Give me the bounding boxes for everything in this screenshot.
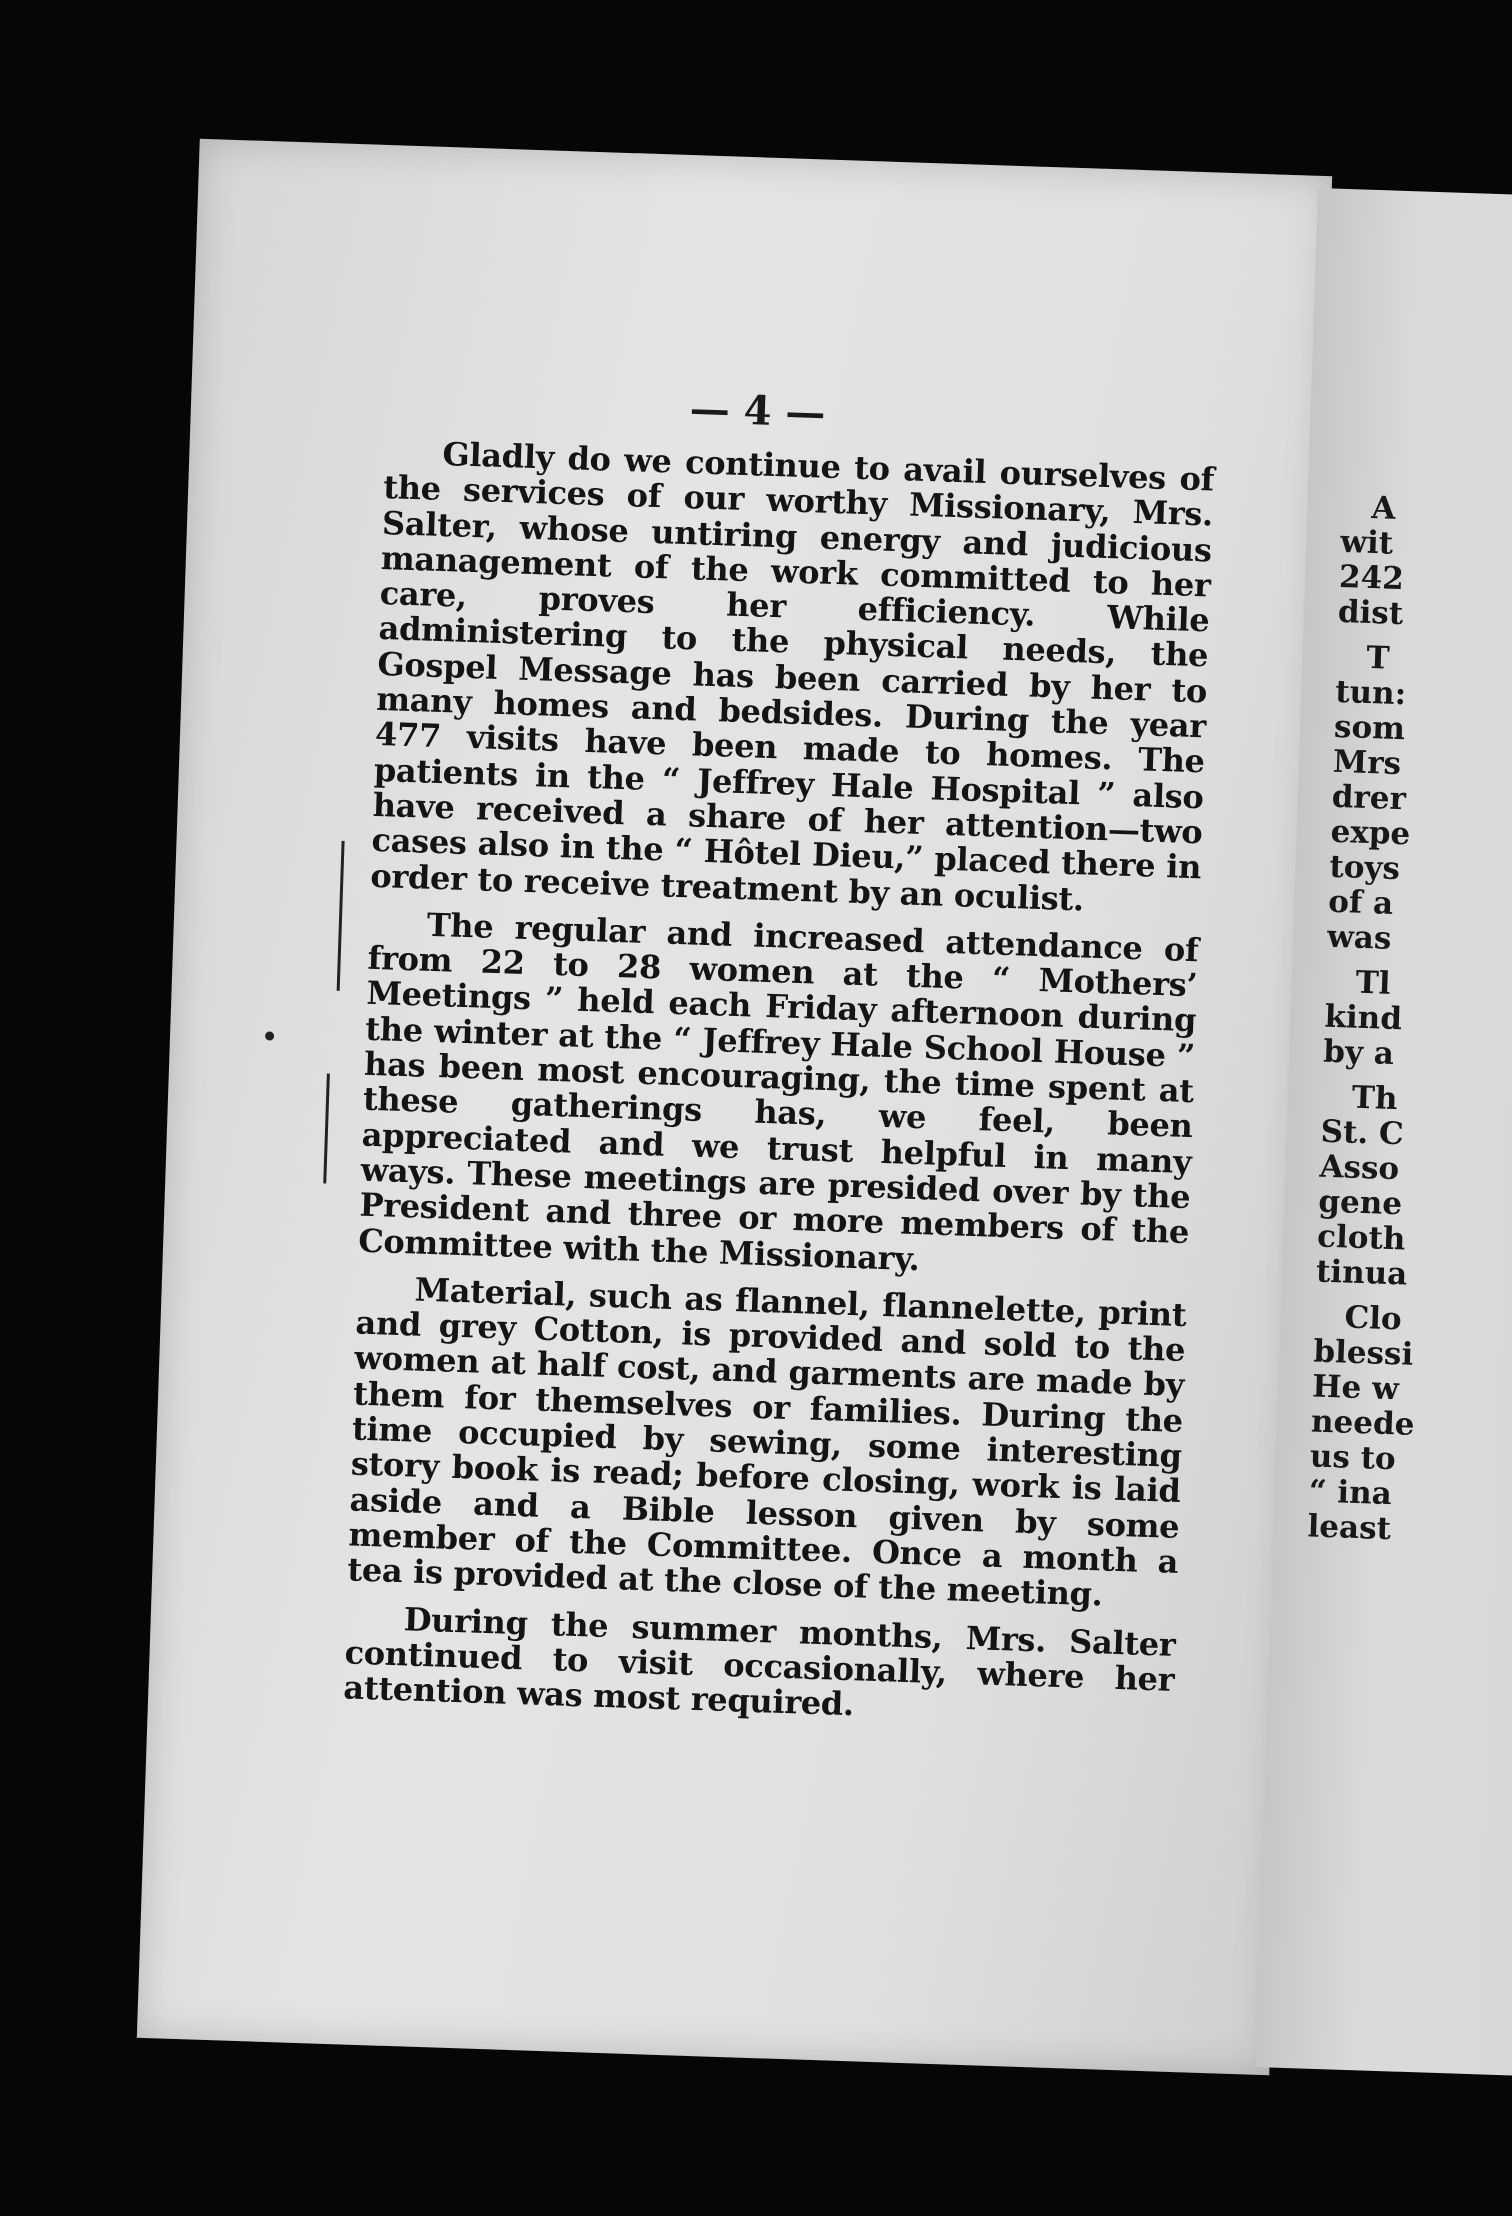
fragment: A — [1370, 489, 1397, 527]
fragment: neede — [1310, 1403, 1416, 1443]
fragment: blessi — [1312, 1333, 1414, 1373]
fragment: toys — [1328, 848, 1401, 888]
fragment: Th — [1351, 1079, 1399, 1118]
fragment: Asso — [1318, 1148, 1400, 1188]
fragment: expe — [1330, 813, 1411, 853]
fragment: “ ina — [1308, 1473, 1393, 1513]
fragment: drer — [1331, 778, 1407, 818]
body-text — [343, 435, 1215, 1745]
fragment: Clo — [1343, 1299, 1403, 1338]
fragment: by a — [1322, 1033, 1395, 1072]
fragment: Mrs — [1332, 743, 1402, 783]
fragment: wit — [1339, 523, 1394, 562]
fragment: gene — [1317, 1183, 1403, 1223]
fragment: T — [1365, 639, 1391, 677]
margin-bracket-mark — [337, 841, 345, 991]
fragment: of a — [1327, 883, 1394, 922]
fragment: tun: — [1334, 673, 1407, 713]
fragment: us to — [1309, 1438, 1397, 1478]
fragment: was — [1326, 918, 1392, 957]
fragment: som — [1333, 708, 1406, 748]
fragment: least — [1307, 1508, 1392, 1548]
paragraph-material: Material, such as flannel, flannelette, print and grey Cotton, is provided and sold to the women at half cost, and garments are made by them for themselves or families. During the time occupied by sewing, some interesting story book is read; before closing, work is laid aside and a Bible lesson given by some member of the Committee. Once a month a tea is provided at the close of the meeting. — [346, 1270, 1187, 1614]
fragment: He w — [1311, 1368, 1400, 1408]
paragraph-summer: During the summer months, Mrs. Salter continued to visit occasionally, where her attention was most required. — [342, 1599, 1177, 1724]
fragment: tinua — [1315, 1253, 1408, 1293]
fragment: dist — [1337, 593, 1404, 633]
fragment: 242 — [1338, 558, 1405, 598]
paragraph-mothers-meetings: The regular and increased attendance of from 22 to 28 women at the “ Mothers’ Meetings ” held each Friday afternoon during the winter at the “ Jeffrey Hale School House ” has been most encouraging, the time spent at these gatherings has, we feel, been appreciated and we trust helpful in many ways. These meetings are presided over by the President and three or more members of the Committee with the Missionary. — [357, 905, 1200, 1278]
paragraph-missionary: Gladly do we continue to avail ourselves of the services of our worthy Missionary, Mrs. Salter, whose untiring energy and judicious management of the work committed to her care, proves her efficiency. While administering to the physical needs, the Gospel Message has been carried by her to many homes and bedsides. During the year 477 visits have been made to homes. The patients in the “ Jeffrey Hale Hospital ” also have received a share of her attention—two cases also in the “ Hôtel Dieu,” placed there in order to receive treatment by an oculist. — [369, 434, 1215, 919]
margin-bracket-mark-2 — [323, 1073, 330, 1183]
fragment: kind — [1323, 998, 1403, 1038]
fragment: cloth — [1316, 1218, 1406, 1258]
left-page — [137, 139, 1332, 2076]
fragment: St. C — [1320, 1113, 1405, 1153]
fragment: Tl — [1355, 964, 1392, 1002]
ink-dot — [265, 1031, 274, 1040]
page-number: — 4 — — [689, 385, 827, 437]
